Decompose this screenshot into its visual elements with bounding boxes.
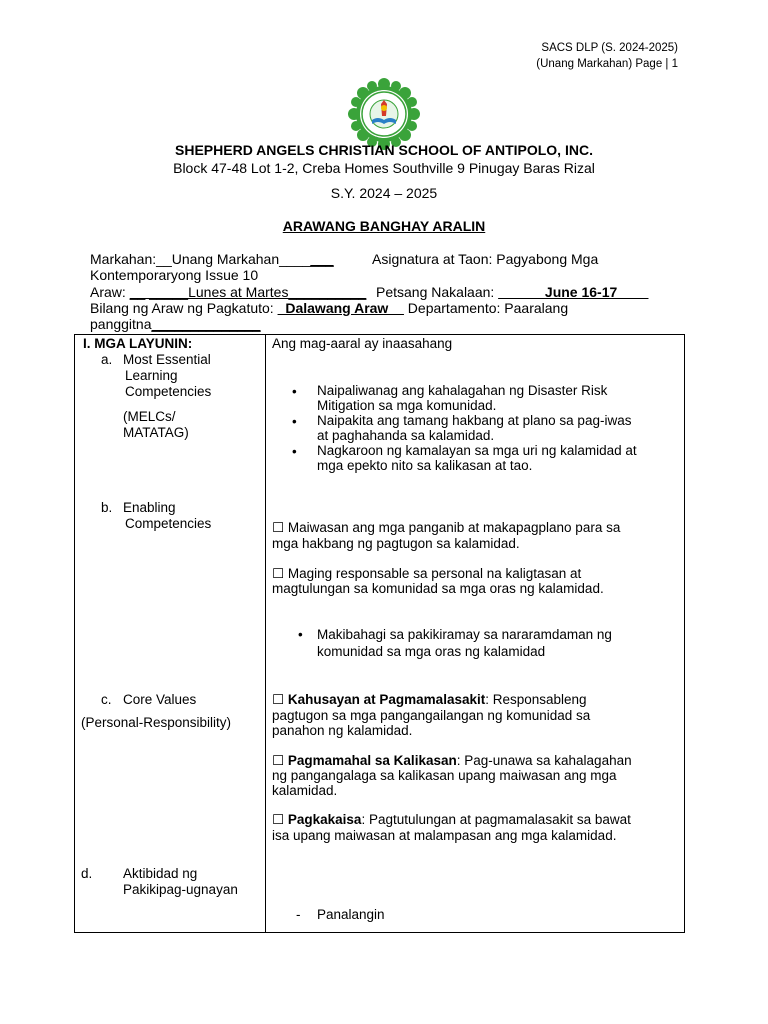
- bullet-icon: •: [292, 414, 297, 429]
- markahan-tail: ___: [310, 251, 334, 267]
- departamento-blank: ______________: [151, 316, 261, 332]
- item-a-letter: a.: [101, 352, 113, 367]
- item-c-line1: Core Values: [123, 692, 197, 707]
- item-b-line2: Competencies: [125, 516, 212, 531]
- enabling-2-line1: ☐ Maging responsable sa personal na kaligtasan at: [272, 566, 582, 581]
- asignatura-label: Asignatura at Taon: Pagyabong Mga: [372, 251, 599, 267]
- school-address: Block 47-48 Lot 1-2, Creba Homes Southville 9 Pinugay Baras Rizal: [173, 160, 595, 176]
- value-2-line2: ng pangangalaga sa kalikasan upang maiwasan ang mga: [272, 768, 617, 783]
- value-3-line2: isa upang maiwasan at malampasan ang mga kalamidad.: [272, 828, 617, 843]
- item-b-line1: Enabling: [123, 500, 176, 515]
- melc-2-line2: at paghahanda sa kalamidad.: [317, 428, 495, 443]
- item-a-line1: Most Essential: [123, 352, 211, 367]
- lesson-plan-table: [74, 334, 685, 933]
- objectives-content-column: [266, 335, 685, 933]
- markahan-label: Markahan:: [90, 251, 157, 267]
- item-a-line4: (MELCs/: [123, 409, 176, 424]
- melc-1-line1: Naipaliwanag ang kahalagahan ng Disaster Risk: [317, 383, 608, 398]
- school-seal-icon: [348, 78, 420, 150]
- checkbox-icon: ☐: [272, 753, 285, 768]
- item-d-line2: Pakikipag-ugnayan: [123, 882, 238, 897]
- departamento-label: Departamento: Paaralang: [403, 300, 569, 316]
- checkbox-icon: ☐: [272, 566, 285, 581]
- departamento-continuation: [90, 316, 261, 332]
- markahan-value: __Unang Markahan____: [156, 251, 311, 267]
- checkbox-icon: ☐: [272, 692, 285, 707]
- araw-value: __ _____Lunes at Martes__________: [129, 284, 367, 300]
- value-3-line1: ☐ Pagkakaisa: Pagtutulungan at pagmamalasakit sa bawat: [272, 812, 631, 827]
- checkbox-icon: ☐: [272, 812, 285, 827]
- item-d-letter: d.: [81, 866, 93, 881]
- checkbox-icon: ☐: [272, 520, 285, 535]
- melc-2-line1: Naipakita ang tamang hakbang at plano sa pag-iwas: [317, 413, 632, 428]
- melc-1-line2: Mitigation sa mga komunidad.: [317, 398, 497, 413]
- bilang-label: Bilang ng Araw ng Pagkatuto:: [90, 300, 278, 316]
- enabling-1-line2: mga hakbang ng pagtugon sa kalamidad.: [272, 536, 520, 551]
- petsa-value: ______June 16-17____: [498, 284, 649, 300]
- section-heading: I. MGA LAYUNIN:: [83, 336, 193, 351]
- item-c-line2: (Personal-Responsibility): [81, 715, 232, 730]
- bilang-value: _Dalawang Araw__: [277, 300, 404, 316]
- intro-text: Ang mag-aaral ay inaasahang: [272, 336, 453, 351]
- enabling-1-line1: ☐ Maiwasan ang mga panganib at makapagplano para sa: [272, 520, 621, 535]
- item-a-line2: Learning: [125, 368, 178, 383]
- value-2-line3: kalamidad.: [272, 783, 338, 798]
- value-1-line2: pagtugon sa mga pangangailangan ng komunidad sa: [272, 708, 591, 723]
- enabling-bullet-line1: Makibahagi sa pakikiramay sa nararamdaman ng: [317, 627, 612, 642]
- item-b-letter: b.: [101, 500, 113, 515]
- petsa-line: [376, 284, 648, 300]
- value-1-line1: ☐ Kahusayan at Pagmamalasakit: Responsableng: [272, 692, 587, 707]
- melc-3-line2: mga epekto nito sa kalikasan at tao.: [317, 458, 533, 473]
- markahan-line: [90, 251, 334, 267]
- objectives-label-column: [75, 335, 266, 933]
- departamento-value: panggitna: [90, 316, 152, 332]
- bilang-line: [90, 300, 568, 316]
- school-year: S.Y. 2024 – 2025: [330, 185, 438, 201]
- araw-line: [90, 284, 366, 300]
- item-a-line3: Competencies: [125, 384, 212, 399]
- enabling-bullet-line2: komunidad sa mga oras ng kalamidad: [317, 644, 546, 659]
- item-d-line1: Aktibidad ng: [123, 866, 198, 881]
- dash-icon: -: [296, 907, 301, 922]
- item-a-line5: MATATAG): [123, 425, 189, 440]
- school-name: SHEPHERD ANGELS CHRISTIAN SCHOOL OF ANTIPOLO, INC.: [175, 142, 593, 158]
- enabling-2-line2: magtulungan sa komunidad sa mga oras ng kalamidad.: [272, 581, 604, 596]
- bullet-icon: •: [292, 384, 297, 399]
- asignatura-continuation: Kontemporaryong Issue 10: [90, 267, 259, 283]
- item-c-letter: c.: [101, 692, 112, 707]
- bullet-icon: •: [298, 627, 303, 642]
- page-info: (Unang Markahan) Page | 1: [536, 58, 678, 70]
- melc-3-line1: Nagkaroon ng kamalayan sa mga uri ng kalamidad at: [317, 443, 637, 458]
- petsa-label: Petsang Nakalaan:: [376, 284, 499, 300]
- value-1-line3: panahon ng kalamidad.: [272, 723, 413, 738]
- araw-label: Araw:: [90, 284, 130, 300]
- document-title: ARAWANG BANGHAY ARALIN: [282, 218, 486, 234]
- activity-item: Panalangin: [317, 907, 385, 922]
- document-code: SACS DLP (S. 2024-2025): [541, 42, 678, 54]
- value-2-line1: ☐ Pagmamahal sa Kalikasan: Pag-unawa sa kahalagahan: [272, 753, 632, 768]
- bullet-icon: •: [292, 444, 297, 459]
